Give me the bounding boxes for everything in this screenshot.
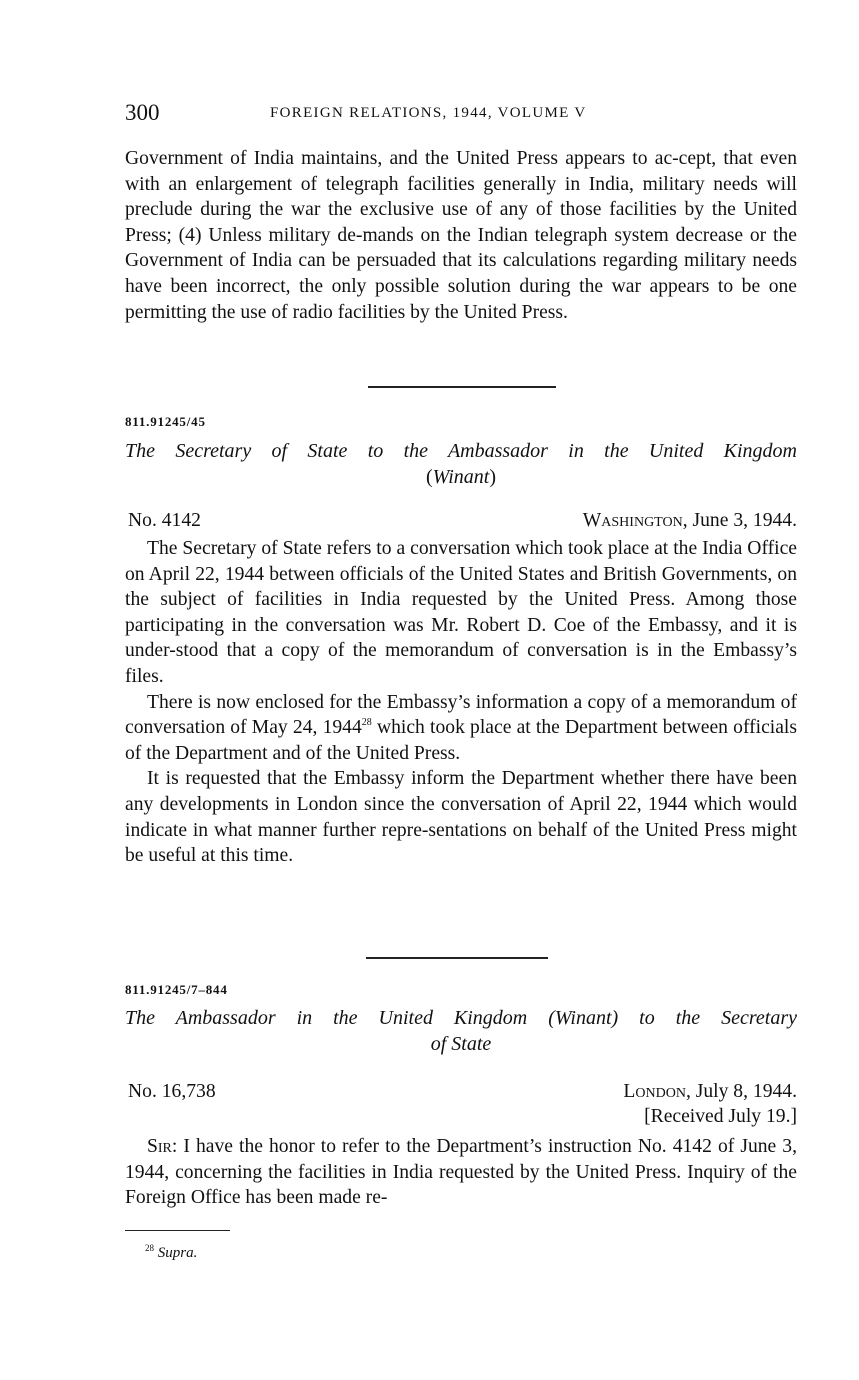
body-paragraph: The Secretary of State refers to a conversation which took place at the India Office on April 22, 1944 between officials of the United States and British Governments, on the subject of facilities in India requested by the United Press. Among those participating in the conversation was Mr. Robert D. Coe of the Embassy, and it is under-stood that a copy of the memorandum of conversation is in the Embassy’s files. xyxy=(125,538,797,687)
place: Washington xyxy=(582,510,683,531)
document-body xyxy=(125,1134,797,1211)
title-paren: ( xyxy=(425,466,433,488)
section-divider xyxy=(368,386,556,388)
place-date xyxy=(583,508,797,533)
title-name: Winant xyxy=(432,466,490,488)
file-number: 811.91245/7–844 xyxy=(125,982,228,997)
title-text: ) to the Secretary xyxy=(611,1007,797,1029)
date: , June 3, 1944. xyxy=(682,510,797,531)
dateline xyxy=(125,1079,797,1131)
section-divider xyxy=(366,957,548,959)
document-body xyxy=(125,536,797,869)
file-number: 811.91245/45 xyxy=(125,414,206,429)
document-title-line1: The Secretary of State to the Ambassador in the United Kingdom xyxy=(125,440,797,462)
document-title xyxy=(125,438,797,490)
body-paragraph xyxy=(125,690,797,767)
footnote-divider xyxy=(125,1230,230,1231)
document-title-line2 xyxy=(125,464,797,490)
continuation-text: Government of India maintains, and the United Press appears to ac-cept, that even with an enlargement of telegraph facilities generally in India, military needs will preclude during the war the exclusive use of any of those facilities by the United Press; (4) Unless military de-mands on the Indian telegraph system decrease or the Government of India can be persuaded that its calculations regarding military needs have been incorrect, the only possible solution during the war appears to be one permitting the use of radio facilities by the United Press. xyxy=(125,148,797,323)
place: London xyxy=(623,1081,686,1102)
place-date xyxy=(623,1079,797,1129)
footnote-reference[interactable]: 28 xyxy=(361,717,372,729)
continuation-paragraph xyxy=(125,146,797,325)
received-date: [Received July 19.] xyxy=(644,1106,797,1127)
document-title xyxy=(125,1005,797,1057)
document-number: No. 4142 xyxy=(128,510,201,531)
body-paragraph: It is requested that the Embassy inform the Department whether there have been any developments in London since the conversation of April 22, 1944 which would indicate in what manner further repre-sentations on behalf of the United Press might be useful at this time. xyxy=(125,768,797,867)
footnote-text: Supra. xyxy=(157,1245,198,1261)
document-title-line1 xyxy=(125,1005,797,1031)
paragraph-text: which took place at the Department between officials of the Department and of the United Press. xyxy=(125,717,798,764)
page-header xyxy=(125,100,797,130)
dateline xyxy=(125,508,797,534)
salutation: Sir xyxy=(147,1136,172,1157)
footnote-marker: 28 xyxy=(145,1243,154,1253)
title-name: Winant xyxy=(554,1007,612,1029)
footnote xyxy=(145,1243,197,1262)
title-paren: ) xyxy=(489,466,496,488)
date: , July 8, 1944. xyxy=(685,1081,797,1102)
document-number: No. 16,738 xyxy=(128,1081,216,1102)
paragraph-text: There is now enclosed for the Embassy’s information a copy of a memorandum of conversation of May 24, 1944 xyxy=(125,691,797,739)
paragraph-text: : I have the honor to refer to the Department’s instruction No. 4142 of June 3, 1944, concerning the facilities in India requested by the United Press. Inquiry of the Foreign Office has been made re- xyxy=(125,1136,797,1209)
running-head: FOREIGN RELATIONS, 1944, VOLUME V xyxy=(270,105,587,121)
title-text: The Ambassador in the United Kingdom ( xyxy=(125,1007,555,1029)
page-number: 300 xyxy=(125,100,160,125)
document-title-line2: of State xyxy=(430,1033,492,1055)
body-paragraph xyxy=(125,1134,797,1211)
